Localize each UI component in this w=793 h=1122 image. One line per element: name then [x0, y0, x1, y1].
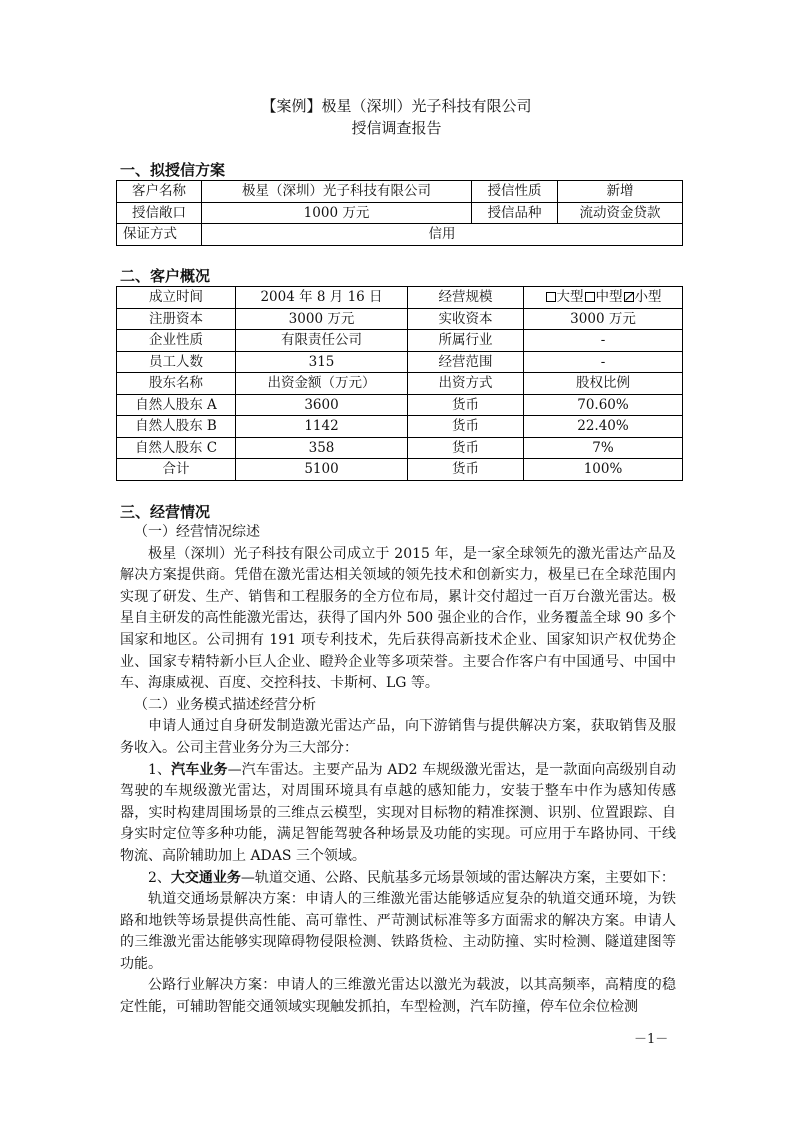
item-title: 汽车业务	[171, 761, 228, 778]
table-cell: 有限责任公司	[236, 330, 408, 352]
paragraph: 轨道交通场景解决方案：申请人的三维激光雷达能够适应复杂的轨道交通环境，为铁路和地铁等场景提供高性能、高可靠性、严苛测试标准等多方面需求的解决方案。申请人的三维激光雷达能够实现障碍物侵限检测、铁路货检、主动防撞、实时检测、隧道建图等功能。	[120, 891, 676, 972]
subsection-heading: （二）业务模式描述经营分析	[134, 696, 316, 713]
table-cell: 货币	[408, 416, 524, 438]
checkbox-icon[interactable]	[546, 292, 556, 302]
table-cell: 5100	[236, 459, 408, 481]
table-cell: 315	[236, 351, 408, 373]
table-cell: 授信性质	[472, 181, 558, 203]
table-cell: 经营范围	[408, 351, 524, 373]
paragraph: 公路行业解决方案：申请人的三维激光雷达以激光为载波，以其高频率，高精度的稳定性能，可辅助智能交通领域实现触发抓拍，车型检测，汽车防撞，停车位余位检测	[120, 977, 676, 1016]
table-cell: 3600	[236, 394, 408, 416]
item-number: 2、	[148, 869, 171, 886]
paragraph	[120, 868, 676, 890]
table-row	[117, 394, 683, 416]
table-cell: 股权比例	[524, 373, 683, 395]
table-cell: 7%	[524, 437, 683, 459]
table-cell: 出资金额（万元）	[236, 373, 408, 395]
scale-options-cell	[524, 287, 683, 309]
item-text: —汽车雷达。主要产品为 AD2 车规级激光雷达，是一款面向高级别自动驾驶的车规级激光雷达，对周围环境具有卓越的感知能力，安装于整车中作为感知传感器，实时构建周围场景的三维点云模型，实现对目标物的精准探测、识别、位置跟踪、自身实时定位等多种功能，满足智能驾驶各种场景及功能的实现。可应用于车路协同、干线物流、高阶辅助加上 ADAS 三个领域。	[120, 761, 676, 864]
table-cell: 1000 万元	[202, 202, 472, 224]
table-cell: -	[524, 330, 683, 352]
table-row	[117, 373, 683, 395]
table-cell: 所属行业	[408, 330, 524, 352]
paragraph: 申请人通过自身研发制造激光雷达产品，向下游销售与提供解决方案，获取销售及服务收入。公司主营业务分为三大部分：	[120, 718, 676, 756]
table-cell: 信用	[202, 224, 683, 246]
table-cell: 股东名称	[117, 373, 236, 395]
table-cell: 实收资本	[408, 308, 524, 330]
table-cell: 货币	[408, 459, 524, 481]
table-cell: 3000 万元	[524, 308, 683, 330]
table-cell: 70.60%	[524, 394, 683, 416]
section3-body	[120, 522, 676, 1019]
table-cell: 自然人股东 C	[117, 437, 236, 459]
document-subtitle: 授信调查报告	[351, 119, 442, 137]
table-cell: 流动资金贷款	[558, 202, 683, 224]
table-cell: 自然人股东 A	[117, 394, 236, 416]
table-cell: 22.40%	[524, 416, 683, 438]
table-cell: 员工人数	[117, 351, 236, 373]
table-cell: 成立时间	[117, 287, 236, 309]
table-cell: 经营规模	[408, 287, 524, 309]
table-row	[117, 351, 683, 373]
subsection-heading: （一）经营情况综述	[134, 524, 260, 540]
item-text: —轨道交通、公路、民航基多元场景领域的雷达解决方案，主要如下：	[240, 869, 675, 886]
section1-heading: 一、拟授信方案	[120, 161, 226, 179]
table-row	[117, 330, 683, 352]
table-cell: 合计	[117, 459, 236, 481]
table-cell: 极星（深圳）光子科技有限公司	[202, 181, 472, 203]
section2-heading: 二、客户概况	[120, 267, 211, 285]
table-cell: 客户名称	[117, 181, 202, 203]
table-row	[117, 416, 683, 438]
table-row	[117, 287, 683, 309]
table-row	[117, 202, 683, 224]
checked-checkbox-icon[interactable]	[624, 292, 634, 302]
item-title: 大交通业务	[170, 869, 241, 886]
table-cell: 出资方式	[408, 373, 524, 395]
table-row	[117, 224, 683, 246]
table-row	[117, 459, 683, 481]
checkbox-icon[interactable]	[585, 292, 595, 302]
customer-overview-table	[116, 286, 683, 481]
table-cell: -	[524, 351, 683, 373]
table-cell: 3000 万元	[236, 308, 408, 330]
table-cell: 货币	[408, 394, 524, 416]
document-title: 【案例】极星（深圳）光子科技有限公司	[261, 97, 532, 115]
item-number: 1、	[148, 761, 172, 778]
scale-option-label: 中型	[595, 289, 623, 306]
paragraph: 极星（深圳）光子科技有限公司成立于 2015 年，是一家全球领先的激光雷达产品及解决方案提供商。凭借在激光雷达相关领域的领先技术和创新实力，极星已在全球范围内实现了研发、生产、销售和工程服务的全方位布局，累计交付超过一百万台激光雷达。极星自主研发的高性能激光雷达，获得了国内外 500 强企业的合作，业务覆盖全球 90 多个国家和地区。公司拥有 191 项专利技术，先后获得高新技术企业、国家知识产权优势企业、国家专精特新小巨人企业、瞪羚企业等多项荣誉。主要合作客户有中国通号、中国中车、海康威视、百度、交控科技、卡斯柯、LG 等。	[120, 545, 676, 692]
paragraph	[120, 760, 676, 868]
table-row	[117, 437, 683, 459]
table-row	[117, 308, 683, 330]
table-row	[117, 181, 683, 203]
credit-plan-table	[116, 180, 683, 246]
table-cell: 1142	[236, 416, 408, 438]
table-cell: 企业性质	[117, 330, 236, 352]
table-cell: 自然人股东 B	[117, 416, 236, 438]
table-cell: 100%	[524, 459, 683, 481]
section3-heading: 三、经营情况	[120, 503, 211, 521]
scale-option-label: 小型	[634, 289, 662, 306]
table-cell: 保证方式	[117, 224, 202, 246]
table-cell: 货币	[408, 437, 524, 459]
table-cell: 注册资本	[117, 308, 236, 330]
table-cell: 授信敞口	[117, 202, 202, 224]
scale-option-label: 大型	[556, 289, 584, 306]
table-cell: 2004 年 8 月 16 日	[236, 287, 408, 309]
table-cell: 新增	[558, 181, 683, 203]
table-cell: 授信品种	[472, 202, 558, 224]
page-number: －1－	[634, 1032, 669, 1047]
table-cell: 358	[236, 437, 408, 459]
